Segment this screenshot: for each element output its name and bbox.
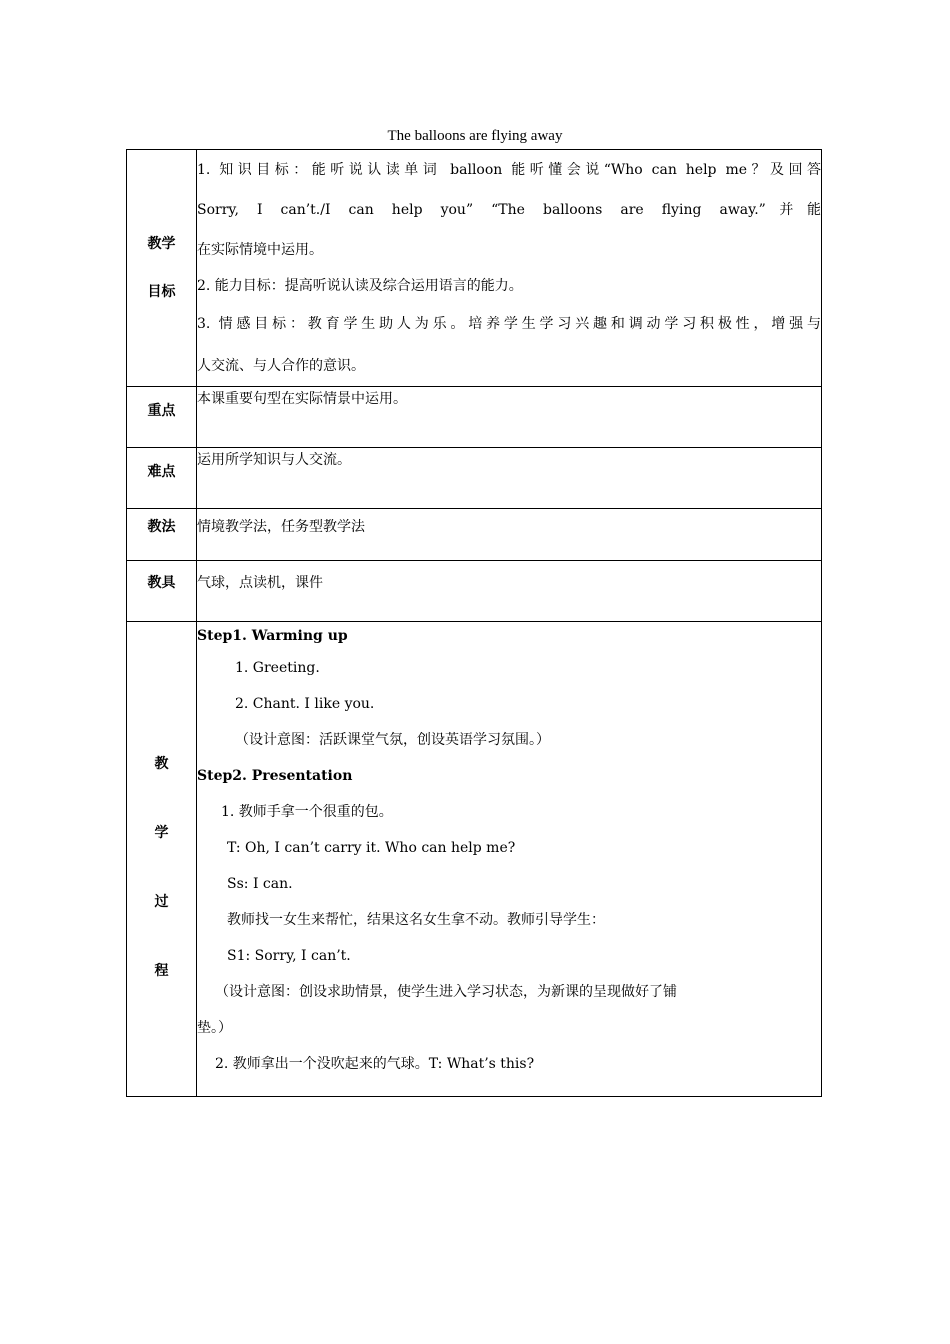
content-goals xyxy=(197,150,822,387)
process-line: S1: Sorry, I can’t. xyxy=(227,948,351,964)
document-title: The balloons are flying away xyxy=(387,128,563,144)
process-line: 1. Greeting. xyxy=(235,660,320,676)
label-process-char: 过 xyxy=(154,894,169,910)
label-methods-text: 教法 xyxy=(147,519,176,535)
step-heading: Step1. Warming up xyxy=(197,628,348,644)
label-difficulties xyxy=(127,448,197,509)
step-heading: Step2. Presentation xyxy=(197,768,353,784)
label-process-char: 教 xyxy=(154,756,169,772)
goal-line: 3. 情感目标：教育学生助人为乐。培养学生学习兴趣和调动学习积极性，增强与 xyxy=(197,316,821,332)
content-methods: 情境教学法，任务型教学法 xyxy=(197,509,822,561)
label-aids-text: 教具 xyxy=(147,575,176,591)
label-process-char: 学 xyxy=(154,825,169,841)
content-key-points: 本课重要句型在实际情景中运用。 xyxy=(197,387,822,448)
goal-line: 1. 知识目标：能听说认读单词 balloon 能听懂会说“Who can help me？及回答 xyxy=(197,162,821,178)
process-line: （设计意图：创设求助情景，使学生进入学习状态，为新课的呈现做好了铺 xyxy=(215,984,677,1000)
row-process xyxy=(127,622,822,1097)
content-difficulties: 运用所学知识与人交流。 xyxy=(197,448,822,509)
goal-line: Sorry, I can’t./I can help you” “The balloons are flying away.”并能 xyxy=(197,202,821,218)
row-difficulties xyxy=(127,448,822,509)
label-key-points-text: 重点 xyxy=(147,403,176,419)
process-line: 垫。） xyxy=(197,1020,232,1036)
content-aids: 气球，点读机，课件 xyxy=(197,561,822,622)
goal-line: 人交流、与人合作的意识。 xyxy=(197,358,365,374)
label-key-points xyxy=(127,387,197,448)
process-line: 2. 教师拿出一个没吹起来的气球。T: What’s this? xyxy=(215,1056,535,1072)
lesson-plan-table xyxy=(126,149,822,1097)
row-aids xyxy=(127,561,822,622)
process-line: Ss: I can. xyxy=(227,876,293,892)
label-methods xyxy=(127,509,197,561)
process-line: 1. 教师手拿一个很重的包。 xyxy=(221,804,393,820)
process-line: （设计意图：活跃课堂气氛，创设英语学习氛围。） xyxy=(235,732,550,748)
process-line: T: Oh, I can’t carry it. Who can help me? xyxy=(227,840,516,856)
label-aids xyxy=(127,561,197,622)
label-process-char: 程 xyxy=(154,963,169,979)
row-goals xyxy=(127,150,822,387)
goal-line: 2. 能力目标：提高听说认读及综合运用语言的能力。 xyxy=(197,278,523,294)
process-line: 教师找一女生来帮忙，结果这名女生拿不动。教师引导学生： xyxy=(227,912,605,928)
label-goals-line-2: 目标 xyxy=(147,283,176,300)
row-key-points xyxy=(127,387,822,448)
goal-line: 在实际情境中运用。 xyxy=(197,242,323,258)
row-methods xyxy=(127,509,822,561)
label-goals-line-1: 教学 xyxy=(147,235,176,252)
label-difficulties-text: 难点 xyxy=(147,464,176,480)
process-line: 2. Chant. I like you. xyxy=(235,696,375,712)
label-process xyxy=(127,622,197,1097)
content-process xyxy=(197,622,822,1097)
label-goals xyxy=(127,150,197,387)
